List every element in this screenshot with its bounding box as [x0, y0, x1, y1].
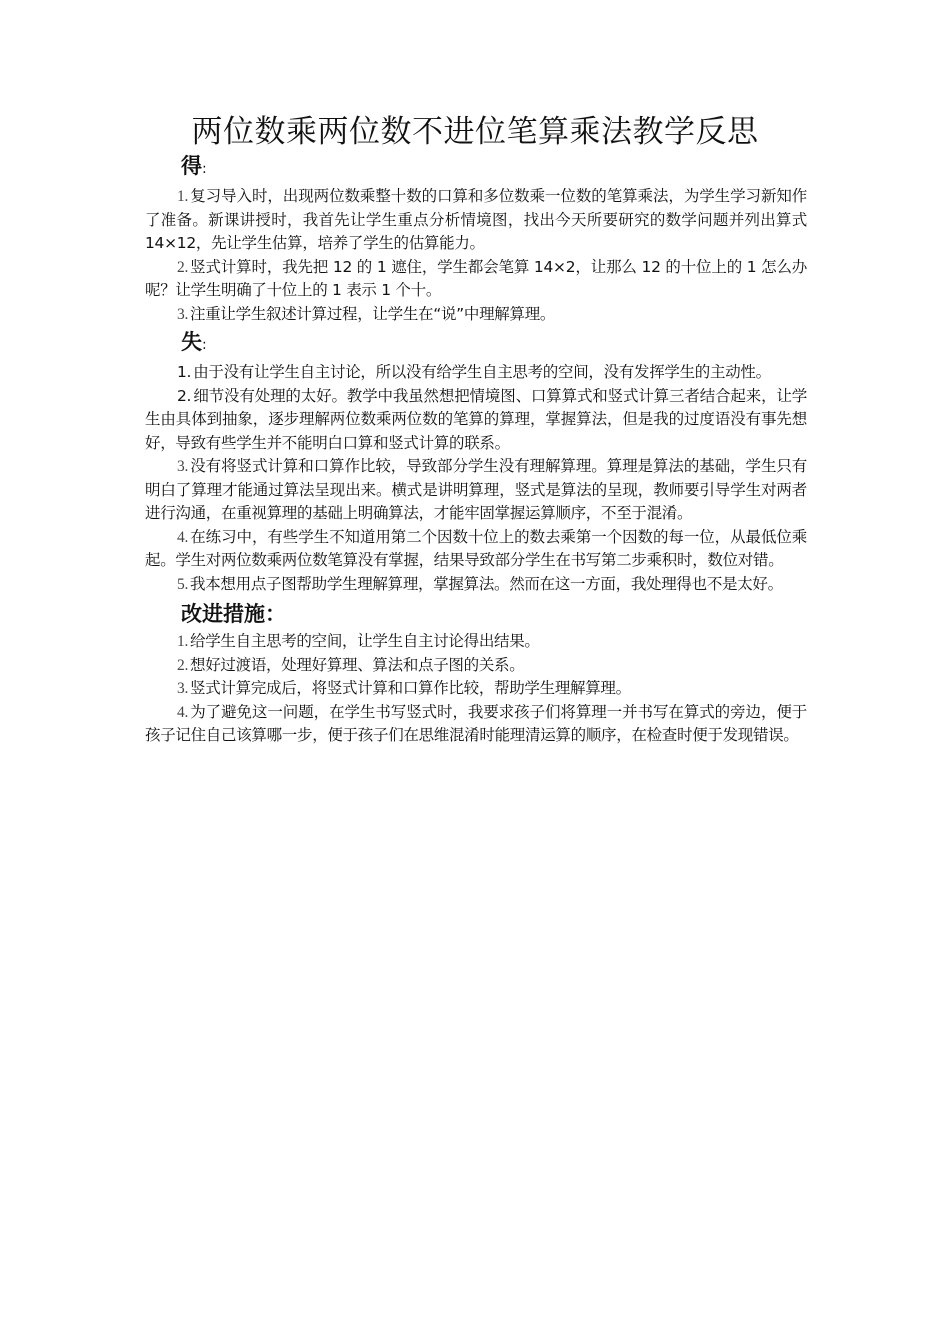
losses-item-2 — [145, 385, 807, 456]
heading-text: 改进措施： — [181, 602, 286, 626]
heading-text: 失 — [181, 330, 202, 354]
item-number: 3. — [177, 305, 189, 323]
item-number: 5. — [177, 575, 189, 593]
section-heading-losses — [145, 326, 807, 361]
gains-item-3 — [145, 303, 807, 327]
item-text: 竖式计算完成后，将竖式计算和口算作比较，帮助学生理解算理。 — [190, 679, 631, 697]
item-text: 为了避免这一问题，在学生书写竖式时，我要求孩子们将算理一并书写在算式的旁边，便于孩子记住自己该算哪一步，便于孩子们在思维混淆时能理清运算的顺序，在检查时便于发现错误。 — [145, 702, 807, 744]
losses-item-1 — [145, 361, 807, 385]
improvements-item-4 — [145, 701, 807, 748]
item-number: 1. — [177, 188, 189, 205]
item-text: 注重让学生叙述计算过程，让学生在“说”中理解算理。 — [190, 304, 556, 323]
item-text: 没有将竖式计算和口算作比较，导致部分学生没有理解算理。算理是算法的基础，学生只有明白了算理才能通过算法呈现出来。横式是讲明算理，竖式是算法的呈现，教师要引导学生对两者进行沟通，在重视算理的基础上明确算法，才能牢固掌握运算顺序，不至于混淆。 — [145, 457, 807, 522]
losses-item-3 — [145, 455, 807, 526]
item-number: 4. — [177, 703, 189, 721]
document-title: 两位数乘两位数不进位笔算乘法教学反思 — [191, 114, 759, 150]
item-text: 我本想用点子图帮助学生理解算理，掌握算法。然而在这一方面，我处理得也不是太好。 — [190, 574, 783, 593]
item-number: 3. — [177, 680, 189, 697]
gains-item-1 — [145, 185, 807, 256]
item-number: 4. — [177, 528, 189, 546]
item-number: 3. — [177, 458, 189, 475]
item-number: 2. — [177, 386, 192, 405]
improvements-item-3 — [145, 677, 807, 701]
item-text: 给学生自主思考的空间，让学生自主讨论得出结果。 — [190, 632, 540, 650]
item-text: 由于没有让学生自主讨论，所以没有给学生自主思考的空间，没有发挥学生的主动性。 — [193, 363, 771, 381]
section-heading-gains — [145, 150, 807, 185]
item-number: 1. — [177, 363, 192, 381]
item-text: 竖式计算时，我先把 12 的 1 遮住，学生都会笔算 14×2，让那么 12 的十位上的 1 怎么办呢？让学生明确了十位上的 1 表示 1 个十。 — [145, 257, 807, 299]
losses-item-4 — [145, 526, 807, 573]
item-number: 1. — [177, 633, 189, 650]
section-heading-improvements — [145, 598, 807, 630]
document-body — [145, 150, 807, 748]
improvements-item-1 — [145, 630, 807, 654]
item-number: 2. — [177, 258, 189, 276]
gains-item-2 — [145, 256, 807, 303]
item-text: 想好过渡语，处理好算理、算法和点子图的关系。 — [190, 655, 525, 674]
heading-colon: : — [202, 337, 207, 353]
heading-text: 得 — [181, 154, 202, 178]
item-text: 细节没有处理的太好。教学中我虽然想把情境图、口算算式和竖式计算三者结合起来，让学生由具体到抽象，逐步理解两位数乘两位数的笔算的算理，掌握算法，但是我的过度语没有事先想好，导致有些学生并不能明白口算和竖式计算的联系。 — [145, 386, 807, 452]
losses-item-5 — [145, 573, 807, 597]
item-text: 复习导入时，出现两位数乘整十数的口算和多位数乘一位数的笔算乘法，为学生学习新知作了准备。新课讲授时，我首先让学生重点分析情境图，找出今天所要研究的数学问题并列出算式 14×12，先让学生估算，培养了学生的估算能力。 — [145, 187, 807, 252]
improvements-item-2 — [145, 654, 807, 678]
heading-colon: : — [202, 161, 207, 177]
item-text: 在练习中，有些学生不知道用第二个因数十位上的数去乘第一个因数的每一位，从最低位乘起。学生对两位数乘两位数笔算没有掌握，结果导致部分学生在书写第二步乘积时，数位对错。 — [145, 527, 807, 569]
item-number: 2. — [177, 656, 189, 674]
